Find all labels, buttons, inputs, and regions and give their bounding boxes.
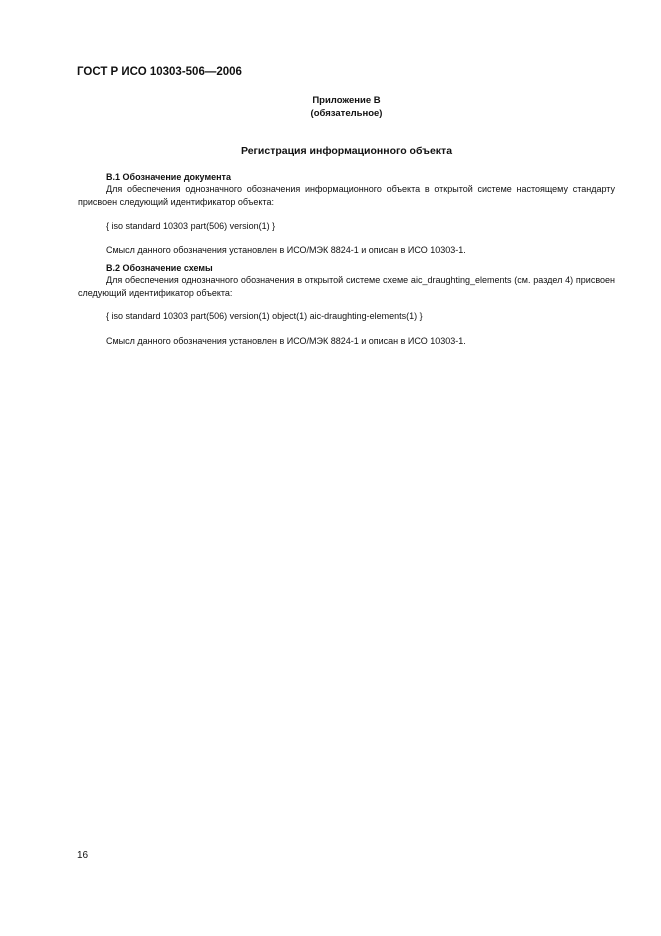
- b2-meaning: Смысл данного обозначения установлен в ИСО/МЭК 8824-1 и описан в ИСО 10303-1.: [106, 336, 466, 346]
- appendix-title: Приложение В: [312, 95, 381, 106]
- b1-heading: В.1 Обозначение документа: [106, 172, 231, 182]
- b1-paragraph-text: Для обеспечения однозначного обозначения информационного объекта в открытой системе настоящему стандарту присвоен следующий идентификатор объекта:: [78, 184, 615, 207]
- b2-identifier: { iso standard 10303 part(506) version(1) object(1) aic-draughting-elements(1) }: [106, 311, 423, 321]
- b1-paragraph: [78, 183, 615, 209]
- b1-identifier: { iso standard 10303 part(506) version(1) }: [106, 221, 276, 231]
- section-title: Регистрация информационного объекта: [240, 145, 453, 157]
- b2-paragraph: [78, 274, 615, 300]
- b2-paragraph-text: Для обеспечения однозначного обозначения в открытой системе схеме aic_draughting_elements (см. раздел 4) присвоен следующий идентификатор объекта:: [78, 275, 615, 298]
- page-number: 16: [77, 850, 89, 861]
- appendix-status: (обязательное): [310, 108, 383, 119]
- b2-heading: В.2 Обозначение схемы: [106, 263, 213, 273]
- b1-meaning: Смысл данного обозначения установлен в ИСО/МЭК 8824-1 и описан в ИСО 10303-1.: [106, 245, 466, 255]
- document-code: ГОСТ Р ИСО 10303-506—2006: [77, 66, 242, 78]
